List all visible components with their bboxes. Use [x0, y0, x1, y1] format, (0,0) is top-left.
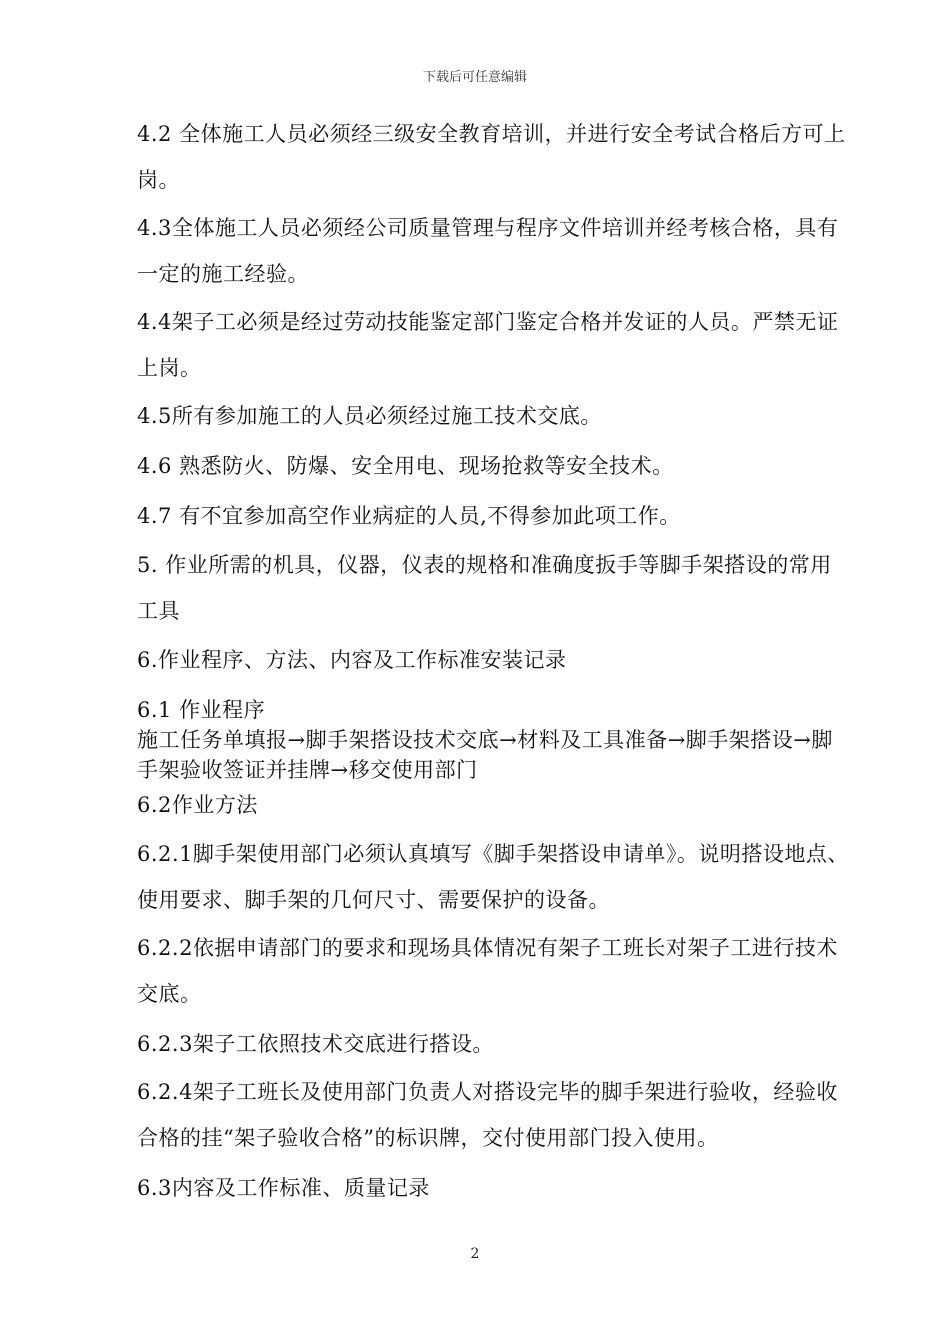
body-line: 使用要求、脚手架的几何尺寸、需要保护的设备。 [137, 888, 610, 912]
body-line: 6.2.3架子工依照技术交底进行搭设。 [137, 1032, 494, 1056]
body-line: 6.作业程序、方法、内容及工作标准安装记录 [137, 648, 567, 672]
body-line: 6.2.1脚手架使用部门必须认真填写《脚手架搭设申请单》。说明搭设地点、 [137, 842, 849, 866]
body-line: 一定的施工经验。 [137, 262, 309, 286]
body-line: 4.2 全体施工人员必须经三级安全教育培训，并进行安全考试合格后方可上 [137, 122, 846, 146]
section-heading: 6.1 作业程序 [137, 698, 266, 722]
section-heading: 6.2作业方法 [137, 793, 258, 817]
body-line: 4.7 有不宜参加高空作业病症的人员,不得参加此项工作。 [137, 504, 681, 528]
page-header: 下载后可任意编辑 [422, 70, 527, 85]
body-line: 合格的挂“架子验收合格”的标识牌，交付使用部门投入使用。 [137, 1126, 719, 1150]
body-line: 6.2.4架子工班长及使用部门负责人对搭设完毕的脚手架进行验收，经验收 [137, 1080, 838, 1104]
section-heading: 6.3内容及工作标准、质量记录 [137, 1176, 430, 1200]
body-line: 5. 作业所需的机具，仪器，仪表的规格和准确度扳手等脚手架搭设的常用 [137, 553, 832, 577]
body-line: 岗。 [137, 168, 180, 192]
body-line: 4.4架子工必须是经过劳动技能鉴定部门鉴定合格并发证的人员。严禁无证 [137, 310, 839, 334]
page-number: 2 [470, 1246, 480, 1262]
body-line: 4.5所有参加施工的人员必须经过施工技术交底。 [137, 404, 602, 428]
body-line: 4.3全体施工人员必须经公司质量管理与程序文件培训并经考核合格，具有 [137, 216, 839, 240]
body-line: 手架验收签证并挂牌→移交使用部门 [137, 758, 478, 782]
body-line: 施工任务单填报→脚手架搭设技术交底→材料及工具准备→脚手架搭设→脚 [137, 728, 833, 752]
body-line: 6.2.2依据申请部门的要求和现场具体情况有架子工班长对架子工进行技术 [137, 936, 838, 960]
body-line: 工具 [137, 599, 180, 623]
body-line: 交底。 [137, 982, 202, 1006]
body-line: 4.6 熟悉防火、防爆、安全用电、现场抢救等安全技术。 [137, 454, 674, 478]
body-line: 上岗。 [137, 356, 202, 380]
